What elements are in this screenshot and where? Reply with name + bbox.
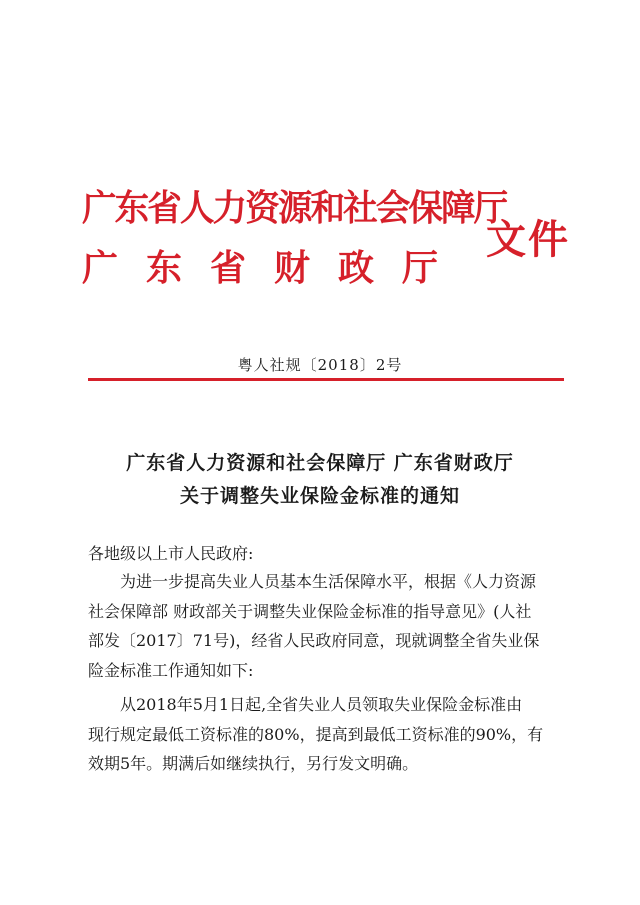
document-type-label: 文件 [486,216,570,263]
paragraph-2-line: 现行规定最低工资标准的80%，提高到最低工资标准的90%，有 [88,724,544,744]
issuer-name-hr: 广东省人力资源和社会保障厅 [82,187,507,229]
paragraph-1-line: 部发〔2017〕71号)，经省人民政府同意，现就调整全省失业保 [88,631,540,650]
paragraph-2-line: 效期5年。期满后如继续执行，另行发文明确。 [88,754,419,773]
paragraph-1-line: 险金标准工作通知如下: [88,660,254,680]
document-title-line-2: 关于调整失业保险金标准的通知 [179,485,460,507]
paragraph-1 [88,568,568,686]
salutation: 各地级以上市人民政府: [88,544,254,563]
red-divider [88,378,564,381]
document-header [82,178,572,303]
issuer-name-finance: 广东省财政厅 [82,247,467,289]
paragraph-1-line: 社会保障部 财政部关于调整失业保险金标准的指导意见》(人社 [88,601,532,621]
paragraph-2-line: 从2018年5月1日起,全省失业人员领取失业保险金标准由 [120,695,523,714]
paragraph-1-line: 为进一步提高失业人员基本生活保障水平，根据《人力资源 [120,572,537,591]
document-title-line-1: 广东省人力资源和社会保障厅 广东省财政厅 [126,452,514,474]
document-number: 粤人社规〔2018〕2号 [237,356,403,374]
paragraph-2 [88,691,568,780]
